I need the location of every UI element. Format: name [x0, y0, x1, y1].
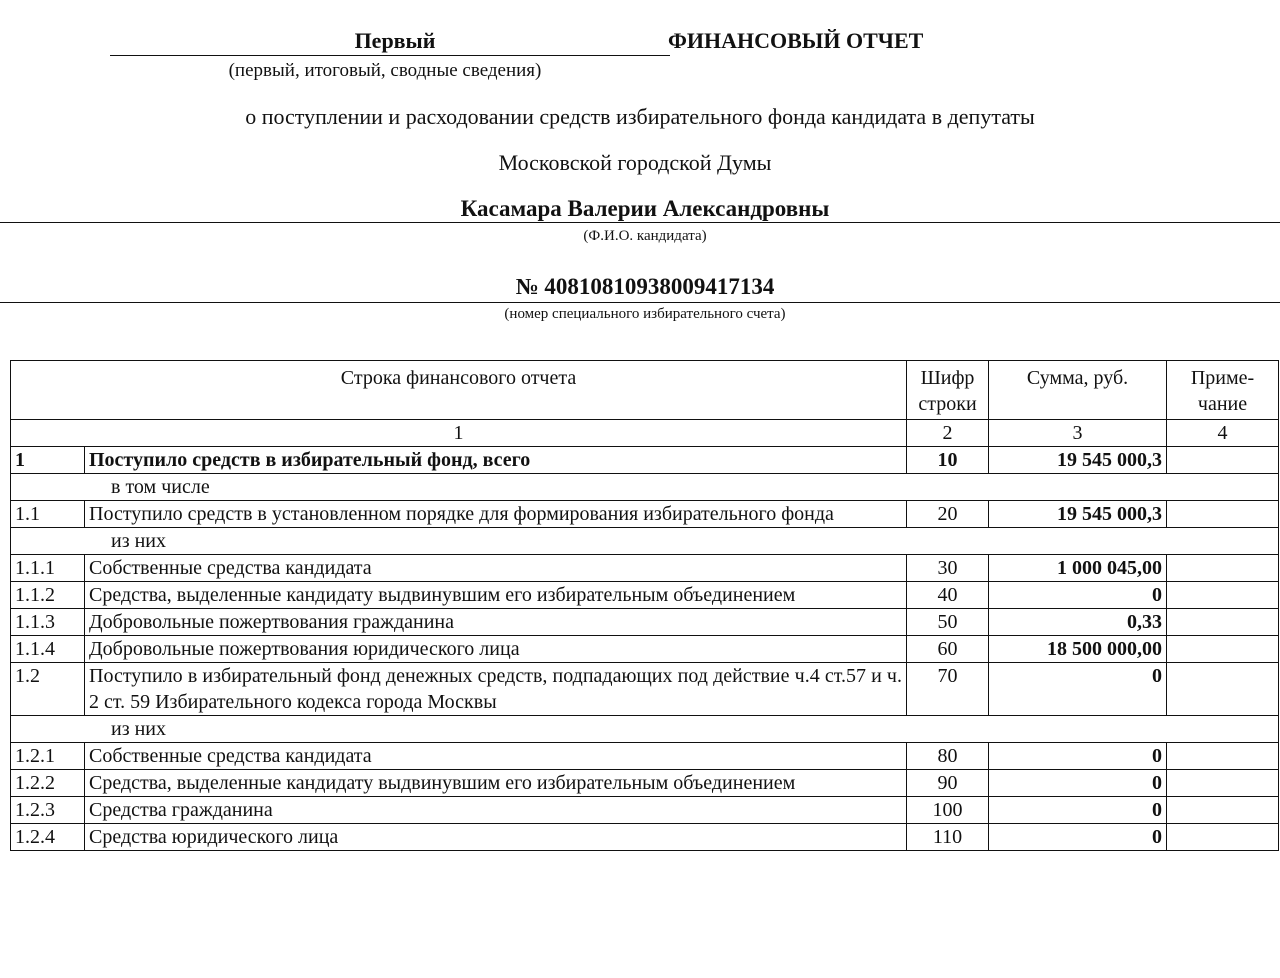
report-body: Московской городской Думы: [498, 150, 772, 175]
row-sum: 0,33: [989, 609, 1167, 636]
row-label: Добровольные пожертвования гражданина: [85, 609, 907, 636]
row-code: 110: [907, 824, 989, 851]
report-subject: о поступлении и расходовании средств избирательного фонда кандидата в депутаты: [245, 104, 1035, 129]
row-subheading: в том числе: [11, 474, 1279, 501]
table-row: [11, 797, 1279, 824]
row-number: 1.2.1: [11, 743, 85, 770]
row-sum: 0: [989, 743, 1167, 770]
col-number: 2: [907, 420, 989, 447]
row-note: [1167, 501, 1279, 528]
row-sum: 0: [989, 824, 1167, 851]
table-row: [11, 743, 1279, 770]
col-number: 3: [989, 420, 1167, 447]
row-label: Поступило в избирательный фонд денежных средств, подпадающих под действие ч.4 ст.57 и ч. 2 ст. 59 Избирательного кодекса города Москвы: [85, 663, 907, 716]
table-subheading-row: [11, 528, 1279, 555]
row-code: 90: [907, 770, 989, 797]
row-code: 20: [907, 501, 989, 528]
row-note: [1167, 824, 1279, 851]
table-row: [11, 824, 1279, 851]
row-sum: 1 000 045,00: [989, 555, 1167, 582]
row-sum: 18 500 000,00: [989, 636, 1167, 663]
row-code: 70: [907, 663, 989, 716]
report-kind-caption: (первый, итоговый, сводные сведения): [228, 60, 542, 81]
row-number: 1.1.1: [11, 555, 85, 582]
header-code: Шифр строки: [907, 361, 989, 420]
row-note: [1167, 636, 1279, 663]
table-row: [11, 447, 1279, 474]
row-note: [1167, 663, 1279, 716]
col-number: 4: [1167, 420, 1279, 447]
row-sum: 0: [989, 582, 1167, 609]
table-row: [11, 770, 1279, 797]
account-number-caption: (номер специального избирательного счета): [504, 306, 786, 322]
report-title: ФИНАНСОВЫЙ ОТЧЕТ: [668, 28, 924, 53]
row-number: 1.2: [11, 663, 85, 716]
header-note: Приме-чание: [1167, 361, 1279, 420]
row-note: [1167, 447, 1279, 474]
row-code: 100: [907, 797, 989, 824]
col-number: 1: [11, 420, 907, 447]
row-note: [1167, 743, 1279, 770]
row-number: 1.1.4: [11, 636, 85, 663]
row-note: [1167, 555, 1279, 582]
row-sum: 0: [989, 770, 1167, 797]
table-row: [11, 582, 1279, 609]
row-label: Средства, выделенные кандидату выдвинувшим его избирательным объединением: [85, 770, 907, 797]
row-sum: 0: [989, 797, 1167, 824]
row-note: [1167, 797, 1279, 824]
header-sum: Сумма, руб.: [989, 361, 1167, 420]
row-code: 10: [907, 447, 989, 474]
row-label: Собственные средства кандидата: [85, 743, 907, 770]
candidate-name-caption: (Ф.И.О. кандидата): [583, 228, 707, 244]
table-row: [11, 555, 1279, 582]
report-kind-underline: [110, 55, 670, 56]
table-row: [11, 501, 1279, 528]
account-number: № 40810810938009417134: [515, 274, 775, 299]
row-subheading: из них: [11, 528, 1279, 555]
row-sum: 0: [989, 663, 1167, 716]
table-row: [11, 663, 1279, 716]
row-number: 1.1.3: [11, 609, 85, 636]
report-kind: Первый: [354, 28, 436, 53]
row-label: Средства, выделенные кандидату выдвинувшим его избирательным объединением: [85, 582, 907, 609]
row-code: 30: [907, 555, 989, 582]
row-note: [1167, 770, 1279, 797]
row-label: Поступило средств в избирательный фонд, всего: [85, 447, 907, 474]
row-number: 1: [11, 447, 85, 474]
candidate-name-underline: [0, 222, 1280, 223]
row-subheading: из них: [11, 716, 1279, 743]
row-code: 80: [907, 743, 989, 770]
row-label: Поступило средств в установленном порядке для формирования избирательного фонда: [85, 501, 907, 528]
financial-report-table: [10, 360, 1279, 851]
table-subheading-row: [11, 716, 1279, 743]
table-row: [11, 636, 1279, 663]
row-number: 1.2.3: [11, 797, 85, 824]
column-numbers-row: [11, 420, 1279, 447]
row-note: [1167, 609, 1279, 636]
row-code: 50: [907, 609, 989, 636]
row-label: Собственные средства кандидата: [85, 555, 907, 582]
row-sum: 19 545 000,3: [989, 501, 1167, 528]
row-number: 1.1: [11, 501, 85, 528]
row-sum: 19 545 000,3: [989, 447, 1167, 474]
row-code: 40: [907, 582, 989, 609]
row-number: 1.2.2: [11, 770, 85, 797]
table-header-row: [11, 361, 1279, 420]
row-label: Добровольные пожертвования юридического лица: [85, 636, 907, 663]
row-label: Средства гражданина: [85, 797, 907, 824]
table-row: [11, 609, 1279, 636]
row-label: Средства юридического лица: [85, 824, 907, 851]
candidate-name: Касамара Валерии Александровны: [460, 196, 830, 221]
row-number: 1.2.4: [11, 824, 85, 851]
table-subheading-row: [11, 474, 1279, 501]
row-number: 1.1.2: [11, 582, 85, 609]
account-number-underline: [0, 302, 1280, 303]
row-code: 60: [907, 636, 989, 663]
row-note: [1167, 582, 1279, 609]
header-line: Строка финансового отчета: [11, 361, 907, 420]
